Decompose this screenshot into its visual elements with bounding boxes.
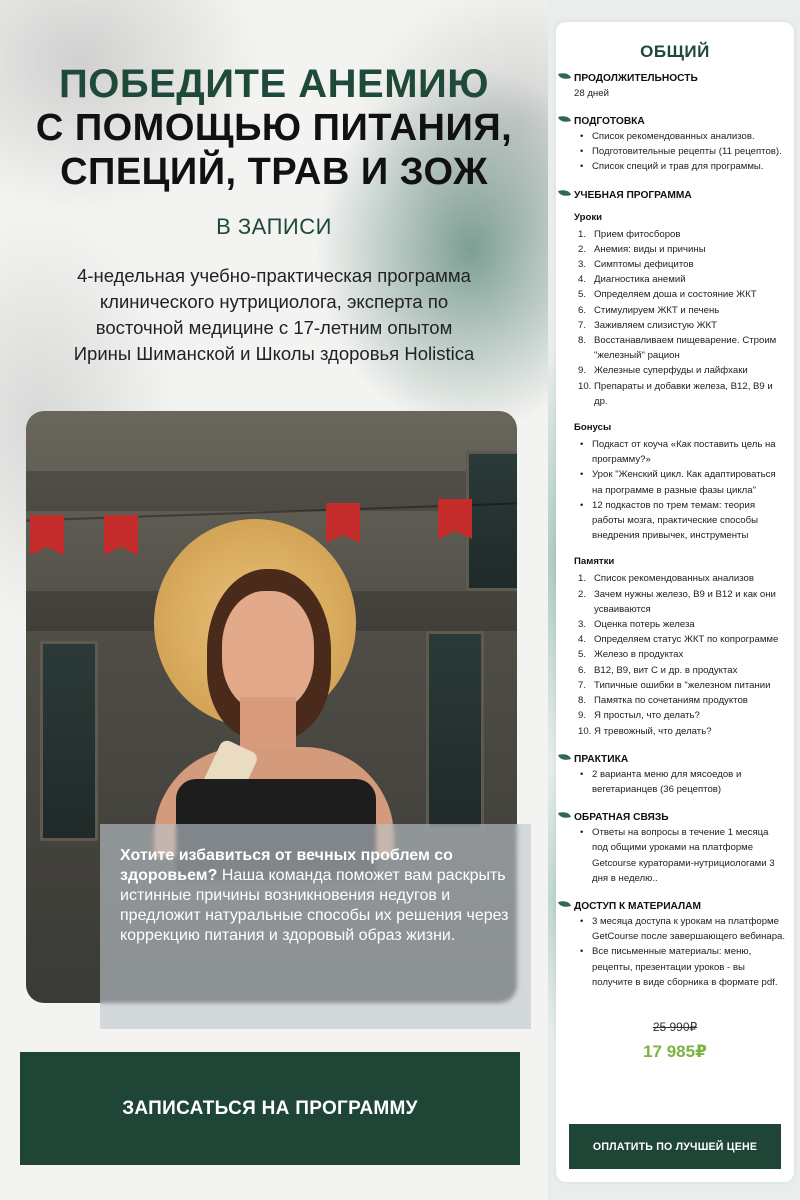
access-section xyxy=(564,900,786,990)
pay-button[interactable]: ОПЛАТИТЬ ПО ЛУЧШЕЙ ЦЕНЕ xyxy=(569,1124,781,1169)
duration-value: 28 дней xyxy=(574,88,609,99)
description-line: клинического нутрициолога, эксперта по xyxy=(99,291,449,312)
list-item: • 12 подкастов по трем темам: теория работы мозга, практические способы внедрения привычек, инструменты xyxy=(574,498,786,544)
practice-section xyxy=(564,753,786,797)
list-item: 9. Я простыл, что делать? xyxy=(578,710,700,722)
record-label: В ЗАПИСИ xyxy=(216,214,332,239)
description-line: восточной медицине с 17-летним опытом xyxy=(95,317,453,338)
section-heading: УЧЕБНАЯ ПРОГРАММА xyxy=(574,189,692,201)
bonuses-list xyxy=(574,437,786,543)
description-line: 4-недельная учебно-практическая программа xyxy=(77,265,471,286)
leaf-icon xyxy=(558,898,571,909)
list-item: 8. Памятка по сочетаниям продуктов xyxy=(578,695,748,707)
list-item: 4. Определяем статус ЖКТ по копрограмме xyxy=(578,634,779,646)
list-item: • Все письменные материалы: меню, рецепты, презентации уроков - вы получите в виде сборника в формате pdf. xyxy=(574,944,786,990)
lessons-heading: Уроки xyxy=(574,211,603,223)
list-item: 4. Диагностика анемий xyxy=(578,274,686,286)
title-line-2: С ПОМОЩЬЮ ПИТАНИЯ, xyxy=(35,107,513,149)
prep-section xyxy=(564,115,786,175)
face xyxy=(222,591,314,711)
description-line: Ирины Шиманской и Школы здоровья Holistica xyxy=(73,343,475,364)
section-heading: ПРОДОЛЖИТЕЛЬНОСТЬ xyxy=(574,73,698,84)
list-item: 1. Список рекомендованных анализов xyxy=(578,573,754,585)
list-item: 5. Железо в продуктах xyxy=(578,649,684,661)
list-item: 10. Препараты и добавки железа, В12, В9 и др. xyxy=(578,380,773,407)
overlay-body: Наша команда поможет вам раскрыть истинные причины возникновения недугов и предложит натуральные способы их решения через коррекцию питания и здоровый образ жизни. xyxy=(120,867,509,944)
section-heading: ДОСТУП К МАТЕРИАЛАМ xyxy=(574,900,701,912)
list-item: 6. В12, В9, вит С и др. в продуктах xyxy=(578,664,738,676)
list-item: • Подкаст от коуча «Как поставить цель на программу?» xyxy=(574,437,786,467)
panel-title: ОБЩИЙ xyxy=(640,42,710,61)
leaf-icon xyxy=(558,809,571,820)
section-heading: ПОДГОТОВКА xyxy=(574,116,645,127)
building-window xyxy=(466,451,517,591)
flag-icon xyxy=(438,499,472,539)
list-item: 7. Заживляем слизистую ЖКТ xyxy=(578,319,717,331)
list-item: 8. Восстанавливаем пищеварение. Строим "железный" рацион xyxy=(578,335,777,362)
flag-icon xyxy=(30,515,64,555)
overlay-text xyxy=(120,846,515,946)
list-item: 5. Определяем доша и состояние ЖКТ xyxy=(578,289,757,301)
new-price: 17 985₽ xyxy=(643,1041,707,1061)
list-item: • Список специй и трав для программы. xyxy=(574,159,786,174)
memos-heading: Памятки xyxy=(574,556,615,568)
promo-description xyxy=(0,263,548,367)
list-item: 6. Стимулируем ЖКТ и печень xyxy=(578,304,720,316)
list-item: 9. Железные суперфуды и лайфхаки xyxy=(578,365,748,377)
list-item: 2. Анемия: виды и причины xyxy=(578,243,706,255)
list-item: 1. Прием фитосборов xyxy=(578,228,681,240)
leaf-icon xyxy=(558,113,571,124)
promo-title xyxy=(0,62,548,194)
list-item: • Подготовительные рецепты (11 рецептов). xyxy=(574,144,786,159)
tariff-panel xyxy=(556,22,794,1182)
enroll-button[interactable]: ЗАПИСАТЬСЯ НА ПРОГРАММУ xyxy=(20,1052,520,1165)
list-item: 2. Зачем нужны железо, В9 и В12 и как они усваиваются xyxy=(578,588,776,615)
lessons-list xyxy=(574,227,786,409)
overlay-card xyxy=(100,824,531,1029)
list-item: 7. Типичные ошибки в "железном питании xyxy=(578,679,771,691)
bonuses-heading: Бонусы xyxy=(574,422,612,434)
memos-list xyxy=(574,571,786,738)
overlay-bold: Хотите избавиться от вечных проблем со здоровьем? xyxy=(120,847,453,884)
building-window xyxy=(40,641,98,841)
list-item: • Ответы на вопросы в течение 1 месяца под общими уроками на платформе Getcourse кураторами-нутрициологами 3 дня в неделю.. xyxy=(574,825,786,886)
program-section xyxy=(564,189,786,739)
title-line-1: ПОБЕДИТЕ АНЕМИЮ xyxy=(58,62,490,106)
leaf-icon xyxy=(558,70,571,81)
list-item: • Урок "Женский цикл. Как адаптироваться на программе в разные фазы цикла" xyxy=(574,467,786,497)
feedback-section xyxy=(564,811,786,886)
section-heading: ПРАКТИКА xyxy=(574,753,629,765)
duration-section xyxy=(564,72,786,101)
list-item: 3. Оценка потерь железа xyxy=(578,619,695,631)
title-line-3: СПЕЦИЙ, ТРАВ И ЗОЖ xyxy=(60,151,488,193)
leaf-icon xyxy=(558,187,571,198)
flag-icon xyxy=(104,515,138,555)
building-window xyxy=(426,631,484,831)
list-item: • 2 варианта меню для мясоедов и вегетарианцев (36 рецептов) xyxy=(574,767,786,797)
list-item: • Список рекомендованных анализов. xyxy=(574,129,786,144)
list-item: • 3 месяца доступа к урокам на платформе GetCourse после завершающего вебинара. xyxy=(574,914,786,944)
section-heading: ОБРАТНАЯ СВЯЗЬ xyxy=(574,812,669,824)
list-item: 3. Симптомы дефицитов xyxy=(578,259,694,271)
old-price: 25 990₽ xyxy=(652,1019,698,1034)
flag-icon xyxy=(326,503,360,543)
leaf-icon xyxy=(558,751,571,762)
list-item: 10. Я тревожный, что делать? xyxy=(578,725,712,737)
